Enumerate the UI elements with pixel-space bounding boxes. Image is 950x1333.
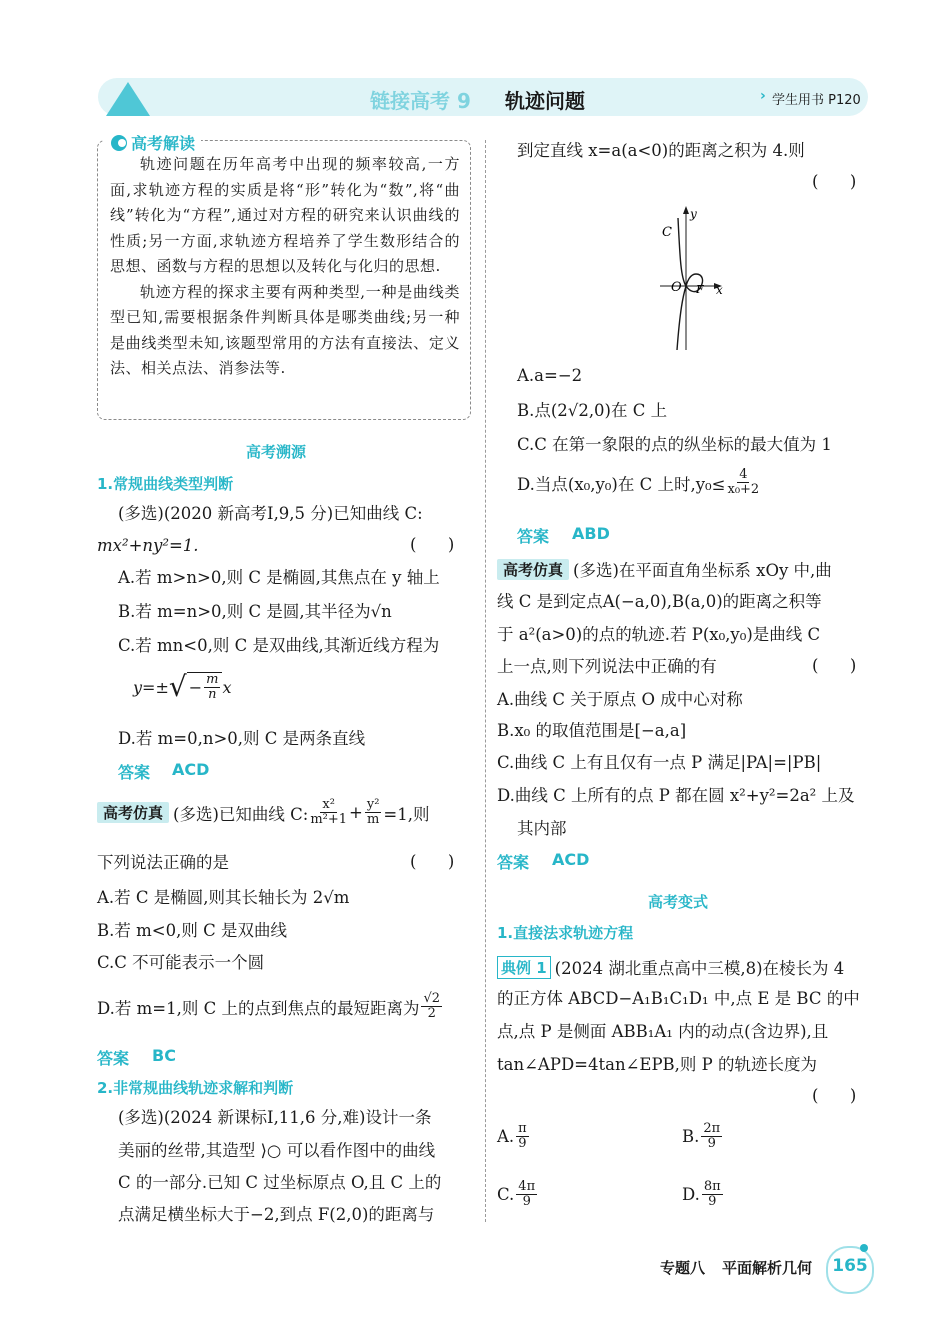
- ex-option-a-den: 9: [518, 1136, 527, 1151]
- column-divider: [485, 140, 486, 1222]
- q1-answer-label: 答案: [118, 763, 151, 782]
- ex-option-c-den: 9: [522, 1194, 531, 1209]
- ex-option-d-num: 8π: [703, 1179, 721, 1194]
- fz1-question: [97, 798, 430, 827]
- footer-chapter-title: 平面解析几何: [722, 1259, 813, 1277]
- page-number: 165: [832, 1256, 868, 1276]
- graph-label-x: x: [716, 283, 723, 297]
- fz1-frac-1-den: m²+1: [310, 812, 348, 827]
- q1-option-a: A.若 m>n>0,则 C 是椭圆,其焦点在 y 轴上: [118, 568, 440, 587]
- q2-line-4: 点满足横坐标大于−2,到点 F(2,0)的距离与: [118, 1205, 435, 1224]
- ex-option-b-den: 9: [707, 1136, 716, 1151]
- ex-option-c-num: 4π: [518, 1179, 536, 1194]
- fz2-answer-paren: ( ): [812, 656, 857, 675]
- q1-option-d: D.若 m=0,n>0,则 C 是两条直线: [118, 729, 366, 748]
- fz1-frac-2-num: y²: [366, 797, 380, 812]
- fz1-line-1: (多选)已知曲线 C:: [173, 804, 309, 824]
- header-title-prefix: 链接高考 9: [370, 89, 471, 113]
- ex-option-d-den: 9: [708, 1194, 717, 1209]
- fz1-option-d-text: D.若 m=1,则 C 上的点到焦点的最短距离为: [97, 998, 420, 1018]
- curve-graph: [650, 200, 740, 360]
- fz1-tail: =1,则: [383, 804, 430, 824]
- ex-line-4: tan∠APD=4tan∠EPB,则 P 的轨迹长度为: [497, 1055, 818, 1074]
- r-answer: ABD: [572, 524, 610, 543]
- q1-formula-num: m: [206, 672, 219, 687]
- r-option-d-frac: [727, 468, 759, 497]
- fz2-answer: ACD: [552, 850, 590, 869]
- fz1-frac-2: [365, 798, 382, 827]
- fz1-option-a: A.若 C 是椭圆,则其长轴长为 2√m: [97, 888, 350, 907]
- q1-option-c: C.若 mn<0,则 C 是双曲线,其渐近线方程为: [118, 636, 440, 655]
- triangle-icon: [98, 78, 158, 118]
- ex-line-1-row: [497, 955, 844, 979]
- ex-option-b-label: B.: [682, 1127, 700, 1146]
- fz2-line-4: 上一点,则下列说法中正确的有: [497, 657, 717, 676]
- ex-option-c-label: C.: [497, 1185, 515, 1204]
- ex-option-a-label: A.: [497, 1127, 515, 1146]
- r-option-a: A.a=−2: [517, 366, 583, 385]
- q1-formula-right: x: [222, 677, 232, 697]
- r-option-d-text: D.当点(x₀,y₀)在 C 上时,y₀≤: [517, 474, 726, 494]
- q2-line-2: 美丽的丝带,其造型 ⟩○ 可以看作图中的曲线: [118, 1141, 436, 1160]
- fz1-option-c: C.C 不可能表示一个圆: [97, 953, 265, 972]
- ex-option-c-frac: [516, 1180, 537, 1209]
- example-tag: 典例 1: [497, 956, 551, 979]
- fz1-plus: +: [349, 803, 363, 822]
- q1-formula-fraction: [204, 673, 220, 702]
- ex-option-d-frac: [702, 1180, 723, 1209]
- q1-formula-den: n: [208, 687, 217, 702]
- ex-option-d: [682, 1180, 725, 1209]
- fz2-option-c: C.曲线 C 上有且仅有一点 P 满足|PA|=|PB|: [497, 753, 822, 772]
- r-option-b: B.点(2√2,0)在 C 上: [517, 401, 668, 420]
- fz2-line-2: 线 C 是到定点A(−a,0),B(a,0)的距离之积等: [497, 592, 822, 611]
- fz1-option-d-frac: [421, 992, 442, 1021]
- r-answer-label: 答案: [517, 527, 550, 546]
- q1-line-1: (多选)(2020 新高考Ⅰ,9,5 分)已知曲线 C:: [118, 504, 423, 523]
- intro-heading-badge: [103, 131, 201, 154]
- header-ref: 学生用书 P120: [772, 93, 861, 108]
- ex-option-c: [497, 1180, 539, 1209]
- r-line-1: 到定直线 x=a(a<0)的距离之积为 4.则: [517, 141, 805, 160]
- footer-chapter: 专题八: [660, 1259, 706, 1277]
- ex-option-b-frac: [701, 1122, 722, 1151]
- graph-label-f: F: [696, 283, 704, 296]
- y-axis-arrow: [683, 206, 689, 214]
- ex-option-b: [682, 1122, 724, 1151]
- fz2-option-b: B.x₀ 的取值范围是[−a,a]: [497, 721, 687, 740]
- subheading-1: 1.常规曲线类型判断: [97, 475, 234, 493]
- fz1-tag: 高考仿真: [97, 802, 169, 823]
- ex-line-1: (2024 湖北重点高中三模,8)在棱长为 4: [554, 959, 845, 978]
- fz2-option-d-2: 其内部: [517, 819, 567, 838]
- r-option-d-num: 4: [739, 467, 748, 482]
- fz2-answer-label: 答案: [497, 853, 530, 872]
- header-title: 轨迹问题: [505, 89, 585, 113]
- q1-option-b: B.若 m=n>0,则 C 是圆,其半径为√n: [118, 602, 392, 621]
- q1-asymptote-formula: y=± √ − $\frac{m}{n}$ x: [133, 670, 232, 703]
- intro-paragraph-1: 轨迹问题在历年高考中出现的频率较高,一方面,求轨迹方程的实质是将“形”转化为“数”,将“曲线”转化为“方程”,通过对方程的研究来认识曲线的性质;另一方面,求轨迹方程培养了学生数形结合的思想、函数与方程的思想以及转化与化归的思想.: [110, 155, 460, 275]
- q1-line-2: mx²+ny²=1.: [97, 536, 199, 555]
- intro-text: [110, 152, 460, 382]
- fz1-answer-label: 答案: [97, 1049, 130, 1068]
- ex-option-d-label: D.: [682, 1185, 700, 1204]
- graph-label-o: O: [671, 280, 682, 295]
- fz2-tag: 高考仿真: [497, 559, 569, 580]
- intro-paragraph-2: 轨迹方程的探求主要有两种类型,一种是曲线类型已知,需要根据条件判断具体是哪类曲线;另一种是曲线类型未知,该题型常用的方法有直接法、定义法、相关点法、消参法等.: [110, 282, 460, 377]
- r-option-c: C.C 在第一象限的点的纵坐标的最大值为 1: [517, 435, 832, 454]
- ex-option-a: [497, 1122, 531, 1151]
- fz1-option-b: B.若 m<0,则 C 是双曲线: [97, 921, 287, 940]
- ex-option-b-num: 2π: [703, 1121, 721, 1136]
- fz2-line-1: (多选)在平面直角坐标系 xOy 中,曲: [573, 561, 832, 580]
- ex-answer-paren: ( ): [812, 1086, 857, 1105]
- section-title-variants: 高考变式: [648, 893, 709, 911]
- ex-option-a-frac: [516, 1122, 529, 1151]
- fz2-option-d: D.曲线 C 上所有的点 P 都在圆 x²+y²=2a² 上及: [497, 786, 855, 805]
- r-answer-paren-1: ( ): [812, 172, 857, 191]
- fz1-line-2: 下列说法正确的是: [97, 853, 229, 872]
- q2-line-1: (多选)(2024 新课标Ⅰ,11,6 分,难)设计一条: [118, 1108, 432, 1127]
- q1-answer-paren: ( ): [410, 535, 455, 554]
- q2-line-3: C 的一部分.已知 C 过坐标原点 O,且 C 上的: [118, 1173, 442, 1192]
- fz1-frac-2-den: m: [366, 812, 380, 827]
- graph-label-c: C: [662, 225, 672, 240]
- speech-bubble-icon: [109, 134, 129, 152]
- fz1-frac-1-num: x²: [322, 797, 335, 812]
- q1-formula-left: y=±: [133, 677, 169, 697]
- subheading-2: 2.非常规曲线轨迹求解和判断: [97, 1079, 294, 1097]
- chevron-right-icon: ›: [760, 88, 766, 104]
- r-option-d-den: x₀+2: [727, 482, 760, 497]
- subheading-3: 1.直接法求轨迹方程: [497, 924, 634, 942]
- sqrt-symbol: √: [168, 670, 187, 703]
- fz2-line-1-row: [497, 557, 832, 581]
- fz1-option-d-num: √2: [423, 991, 441, 1006]
- fz1-answer-paren: ( ): [410, 852, 455, 871]
- intro-heading: 高考解读: [131, 134, 196, 153]
- section-title-origin: 高考溯源: [246, 443, 307, 461]
- fz1-frac-1: [310, 798, 347, 827]
- ex-option-a-num: π: [518, 1121, 527, 1136]
- fz1-option-d: [97, 992, 444, 1021]
- ex-line-2: 的正方体 ABCD−A₁B₁C₁D₁ 中,点 E 是 BC 的中: [497, 989, 860, 1008]
- header-bar: [98, 78, 868, 116]
- fz1-option-d-den: 2: [427, 1006, 436, 1021]
- fz2-option-a: A.曲线 C 关于原点 O 成中心对称: [497, 690, 743, 709]
- graph-label-y: y: [690, 207, 697, 221]
- r-option-d: [517, 468, 761, 497]
- fz1-answer: BC: [152, 1046, 176, 1065]
- ex-line-3: 点,点 P 是侧面 ABB₁A₁ 内的动点(含边界),且: [497, 1022, 829, 1041]
- q1-answer: ACD: [172, 760, 210, 779]
- fz2-line-3: 于 a²(a>0)的点的轨迹.若 P(x₀,y₀)是曲线 C: [497, 625, 821, 644]
- page-dot-icon: [860, 1244, 868, 1252]
